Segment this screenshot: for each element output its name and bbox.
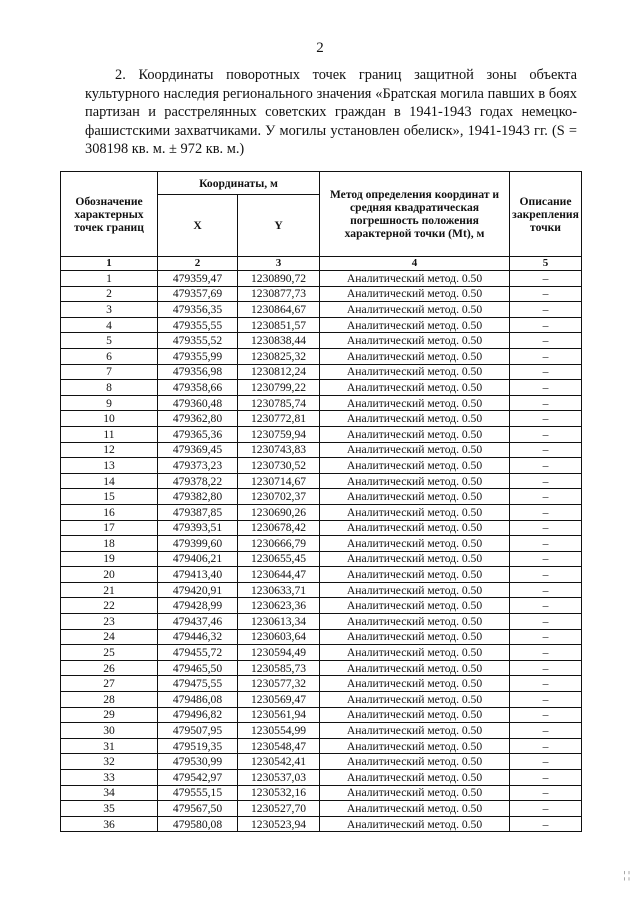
table-row [61, 816, 582, 832]
point-number-cell: 3 [61, 302, 158, 318]
point-number-cell: 29 [61, 707, 158, 723]
point-number-cell: 7 [61, 364, 158, 380]
description-cell: – [510, 520, 582, 536]
point-number-cell: 35 [61, 801, 158, 817]
table-row [61, 504, 582, 520]
point-number-cell: 9 [61, 395, 158, 411]
method-cell: Аналитический метод. 0.50 [320, 614, 510, 630]
y-coordinate-cell: 1230585,73 [238, 660, 320, 676]
method-cell: Аналитический метод. 0.50 [320, 489, 510, 505]
description-cell: – [510, 348, 582, 364]
x-coordinate-cell: 479475,55 [158, 676, 238, 692]
table-row [61, 770, 582, 786]
method-cell: Аналитический метод. 0.50 [320, 380, 510, 396]
description-cell: – [510, 692, 582, 708]
method-cell: Аналитический метод. 0.50 [320, 785, 510, 801]
table-row [61, 582, 582, 598]
x-coordinate-cell: 479387,85 [158, 504, 238, 520]
column-number: 3 [238, 257, 320, 271]
y-coordinate-cell: 1230623,36 [238, 598, 320, 614]
description-cell: – [510, 286, 582, 302]
header-description: Описание закрепления точки [510, 172, 582, 257]
y-coordinate-cell: 1230690,26 [238, 504, 320, 520]
description-cell: – [510, 380, 582, 396]
x-coordinate-cell: 479360,48 [158, 395, 238, 411]
method-cell: Аналитический метод. 0.50 [320, 520, 510, 536]
x-coordinate-cell: 479406,21 [158, 551, 238, 567]
point-number-cell: 30 [61, 723, 158, 739]
method-cell: Аналитический метод. 0.50 [320, 629, 510, 645]
description-cell: – [510, 364, 582, 380]
point-number-cell: 6 [61, 348, 158, 364]
x-coordinate-cell: 479399,60 [158, 536, 238, 552]
x-coordinate-cell: 479446,32 [158, 629, 238, 645]
table-row [61, 785, 582, 801]
point-number-cell: 4 [61, 317, 158, 333]
description-cell: – [510, 770, 582, 786]
y-coordinate-cell: 1230838,44 [238, 333, 320, 349]
method-cell: Аналитический метод. 0.50 [320, 723, 510, 739]
description-cell: – [510, 271, 582, 287]
header-point-designation: Обозначение характерных точек границ [61, 172, 158, 257]
x-coordinate-cell: 479357,69 [158, 286, 238, 302]
header-method: Метод определения координат и средняя квадратическая погрешность положения характерной точки (Мt), м [320, 172, 510, 257]
table-row [61, 723, 582, 739]
method-cell: Аналитический метод. 0.50 [320, 348, 510, 364]
description-cell: – [510, 473, 582, 489]
y-coordinate-cell: 1230527,70 [238, 801, 320, 817]
point-number-cell: 11 [61, 426, 158, 442]
x-coordinate-cell: 479580,08 [158, 816, 238, 832]
table-row [61, 536, 582, 552]
y-coordinate-cell: 1230613,34 [238, 614, 320, 630]
table-row [61, 302, 582, 318]
point-number-cell: 1 [61, 271, 158, 287]
point-number-cell: 8 [61, 380, 158, 396]
point-number-cell: 10 [61, 411, 158, 427]
point-number-cell: 34 [61, 785, 158, 801]
point-number-cell: 36 [61, 816, 158, 832]
description-cell: – [510, 567, 582, 583]
y-coordinate-cell: 1230542,41 [238, 754, 320, 770]
description-cell: – [510, 582, 582, 598]
x-coordinate-cell: 479382,80 [158, 489, 238, 505]
x-coordinate-cell: 479362,80 [158, 411, 238, 427]
table-row [61, 567, 582, 583]
method-cell: Аналитический метод. 0.50 [320, 317, 510, 333]
x-coordinate-cell: 479356,35 [158, 302, 238, 318]
table-row [61, 520, 582, 536]
y-coordinate-cell: 1230799,22 [238, 380, 320, 396]
method-cell: Аналитический метод. 0.50 [320, 551, 510, 567]
x-coordinate-cell: 479355,99 [158, 348, 238, 364]
y-coordinate-cell: 1230603,64 [238, 629, 320, 645]
x-coordinate-cell: 479355,52 [158, 333, 238, 349]
x-coordinate-cell: 479365,36 [158, 426, 238, 442]
table-row [61, 598, 582, 614]
point-number-cell: 12 [61, 442, 158, 458]
y-coordinate-cell: 1230877,73 [238, 286, 320, 302]
y-coordinate-cell: 1230633,71 [238, 582, 320, 598]
method-cell: Аналитический метод. 0.50 [320, 411, 510, 427]
table-row [61, 442, 582, 458]
point-number-cell: 18 [61, 536, 158, 552]
margin-marks: ¦ ¦ [623, 870, 630, 881]
table-row [61, 380, 582, 396]
x-coordinate-cell: 479356,98 [158, 364, 238, 380]
x-coordinate-cell: 479378,22 [158, 473, 238, 489]
coordinates-table-body [61, 271, 582, 832]
point-number-cell: 14 [61, 473, 158, 489]
y-coordinate-cell: 1230812,24 [238, 364, 320, 380]
method-cell: Аналитический метод. 0.50 [320, 536, 510, 552]
method-cell: Аналитический метод. 0.50 [320, 692, 510, 708]
y-coordinate-cell: 1230759,94 [238, 426, 320, 442]
x-coordinate-cell: 479530,99 [158, 754, 238, 770]
table-row [61, 458, 582, 474]
method-cell: Аналитический метод. 0.50 [320, 754, 510, 770]
table-row [61, 395, 582, 411]
x-coordinate-cell: 479355,55 [158, 317, 238, 333]
y-coordinate-cell: 1230577,32 [238, 676, 320, 692]
y-coordinate-cell: 1230548,47 [238, 738, 320, 754]
description-cell: – [510, 614, 582, 630]
method-cell: Аналитический метод. 0.50 [320, 598, 510, 614]
table-row [61, 271, 582, 287]
method-cell: Аналитический метод. 0.50 [320, 801, 510, 817]
method-cell: Аналитический метод. 0.50 [320, 442, 510, 458]
method-cell: Аналитический метод. 0.50 [320, 676, 510, 692]
table-row [61, 348, 582, 364]
x-coordinate-cell: 479486,08 [158, 692, 238, 708]
x-coordinate-cell: 479393,51 [158, 520, 238, 536]
method-cell: Аналитический метод. 0.50 [320, 333, 510, 349]
table-row [61, 473, 582, 489]
description-cell: – [510, 317, 582, 333]
description-cell: – [510, 426, 582, 442]
point-number-cell: 23 [61, 614, 158, 630]
description-cell: – [510, 395, 582, 411]
description-cell: – [510, 536, 582, 552]
y-coordinate-cell: 1230702,37 [238, 489, 320, 505]
x-coordinate-cell: 479413,40 [158, 567, 238, 583]
x-coordinate-cell: 479496,82 [158, 707, 238, 723]
x-coordinate-cell: 479358,66 [158, 380, 238, 396]
method-cell: Аналитический метод. 0.50 [320, 567, 510, 583]
point-number-cell: 2 [61, 286, 158, 302]
y-coordinate-cell: 1230772,81 [238, 411, 320, 427]
description-cell: – [510, 738, 582, 754]
y-coordinate-cell: 1230561,94 [238, 707, 320, 723]
point-number-cell: 33 [61, 770, 158, 786]
point-number-cell: 32 [61, 754, 158, 770]
point-number-cell: 16 [61, 504, 158, 520]
column-number: 2 [158, 257, 238, 271]
y-coordinate-cell: 1230569,47 [238, 692, 320, 708]
x-coordinate-cell: 479519,35 [158, 738, 238, 754]
method-cell: Аналитический метод. 0.50 [320, 504, 510, 520]
x-coordinate-cell: 479555,15 [158, 785, 238, 801]
description-cell: – [510, 442, 582, 458]
y-coordinate-cell: 1230523,94 [238, 816, 320, 832]
point-number-cell: 27 [61, 676, 158, 692]
description-cell: – [510, 723, 582, 739]
method-cell: Аналитический метод. 0.50 [320, 458, 510, 474]
point-number-cell: 19 [61, 551, 158, 567]
x-coordinate-cell: 479455,72 [158, 645, 238, 661]
column-number: 1 [61, 257, 158, 271]
table-row [61, 364, 582, 380]
y-coordinate-cell: 1230594,49 [238, 645, 320, 661]
table-row [61, 692, 582, 708]
table-row [61, 614, 582, 630]
description-cell: – [510, 816, 582, 832]
method-cell: Аналитический метод. 0.50 [320, 426, 510, 442]
description-cell: – [510, 333, 582, 349]
description-cell: – [510, 676, 582, 692]
method-cell: Аналитический метод. 0.50 [320, 707, 510, 723]
y-coordinate-cell: 1230532,16 [238, 785, 320, 801]
description-cell: – [510, 302, 582, 318]
table-row [61, 707, 582, 723]
table-row [61, 645, 582, 661]
table-row [61, 411, 582, 427]
method-cell: Аналитический метод. 0.50 [320, 302, 510, 318]
y-coordinate-cell: 1230554,99 [238, 723, 320, 739]
y-coordinate-cell: 1230644,47 [238, 567, 320, 583]
description-cell: – [510, 707, 582, 723]
method-cell: Аналитический метод. 0.50 [320, 645, 510, 661]
y-coordinate-cell: 1230678,42 [238, 520, 320, 536]
point-number-cell: 25 [61, 645, 158, 661]
table-row [61, 286, 582, 302]
method-cell: Аналитический метод. 0.50 [320, 660, 510, 676]
x-coordinate-cell: 479437,46 [158, 614, 238, 630]
table-row [61, 426, 582, 442]
point-number-cell: 24 [61, 629, 158, 645]
description-cell: – [510, 645, 582, 661]
x-coordinate-cell: 479542,97 [158, 770, 238, 786]
y-coordinate-cell: 1230537,03 [238, 770, 320, 786]
table-row [61, 676, 582, 692]
header-x: X [158, 195, 238, 257]
method-cell: Аналитический метод. 0.50 [320, 271, 510, 287]
point-number-cell: 28 [61, 692, 158, 708]
x-coordinate-cell: 479428,99 [158, 598, 238, 614]
method-cell: Аналитический метод. 0.50 [320, 738, 510, 754]
y-coordinate-cell: 1230743,83 [238, 442, 320, 458]
point-number-cell: 17 [61, 520, 158, 536]
y-coordinate-cell: 1230785,74 [238, 395, 320, 411]
x-coordinate-cell: 479567,50 [158, 801, 238, 817]
description-cell: – [510, 489, 582, 505]
point-number-cell: 21 [61, 582, 158, 598]
description-cell: – [510, 411, 582, 427]
x-coordinate-cell: 479507,95 [158, 723, 238, 739]
y-coordinate-cell: 1230851,57 [238, 317, 320, 333]
column-number: 5 [510, 257, 582, 271]
method-cell: Аналитический метод. 0.50 [320, 582, 510, 598]
coordinates-table [60, 171, 582, 832]
description-cell: – [510, 598, 582, 614]
point-number-cell: 20 [61, 567, 158, 583]
x-coordinate-cell: 479420,91 [158, 582, 238, 598]
description-cell: – [510, 504, 582, 520]
point-number-cell: 5 [61, 333, 158, 349]
description-cell: – [510, 629, 582, 645]
table-row [61, 333, 582, 349]
page-number: 2 [316, 40, 324, 56]
description-cell: – [510, 785, 582, 801]
method-cell: Аналитический метод. 0.50 [320, 364, 510, 380]
method-cell: Аналитический метод. 0.50 [320, 395, 510, 411]
y-coordinate-cell: 1230730,52 [238, 458, 320, 474]
table-row [61, 629, 582, 645]
y-coordinate-cell: 1230825,32 [238, 348, 320, 364]
method-cell: Аналитический метод. 0.50 [320, 770, 510, 786]
section-intro-paragraph: 2. Координаты поворотных точек границ защитной зоны объекта культурного наследия регионального значения «Братская могила павших в боях партизан и расстрелянных советских граждан в 1941-1943 годах немецко-фашистскими захватчиками. У могилы установлен обелиск», 1941-1943 гг. (S = 308198 кв. м. ± 972 кв. м.) [85, 67, 577, 158]
point-number-cell: 22 [61, 598, 158, 614]
x-coordinate-cell: 479369,45 [158, 442, 238, 458]
table-row [61, 801, 582, 817]
x-coordinate-cell: 479465,50 [158, 660, 238, 676]
y-coordinate-cell: 1230655,45 [238, 551, 320, 567]
y-coordinate-cell: 1230864,67 [238, 302, 320, 318]
table-row [61, 754, 582, 770]
table-row [61, 551, 582, 567]
y-coordinate-cell: 1230890,72 [238, 271, 320, 287]
table-row [61, 738, 582, 754]
y-coordinate-cell: 1230714,67 [238, 473, 320, 489]
x-coordinate-cell: 479373,23 [158, 458, 238, 474]
table-row [61, 317, 582, 333]
table-row [61, 489, 582, 505]
description-cell: – [510, 801, 582, 817]
point-number-cell: 26 [61, 660, 158, 676]
description-cell: – [510, 754, 582, 770]
method-cell: Аналитический метод. 0.50 [320, 286, 510, 302]
method-cell: Аналитический метод. 0.50 [320, 816, 510, 832]
header-coordinates: Координаты, м [158, 172, 320, 195]
method-cell: Аналитический метод. 0.50 [320, 473, 510, 489]
description-cell: – [510, 458, 582, 474]
column-number: 4 [320, 257, 510, 271]
point-number-cell: 31 [61, 738, 158, 754]
y-coordinate-cell: 1230666,79 [238, 536, 320, 552]
header-y: Y [238, 195, 320, 257]
point-number-cell: 15 [61, 489, 158, 505]
point-number-cell: 13 [61, 458, 158, 474]
description-cell: – [510, 660, 582, 676]
description-cell: – [510, 551, 582, 567]
table-row [61, 660, 582, 676]
x-coordinate-cell: 479359,47 [158, 271, 238, 287]
